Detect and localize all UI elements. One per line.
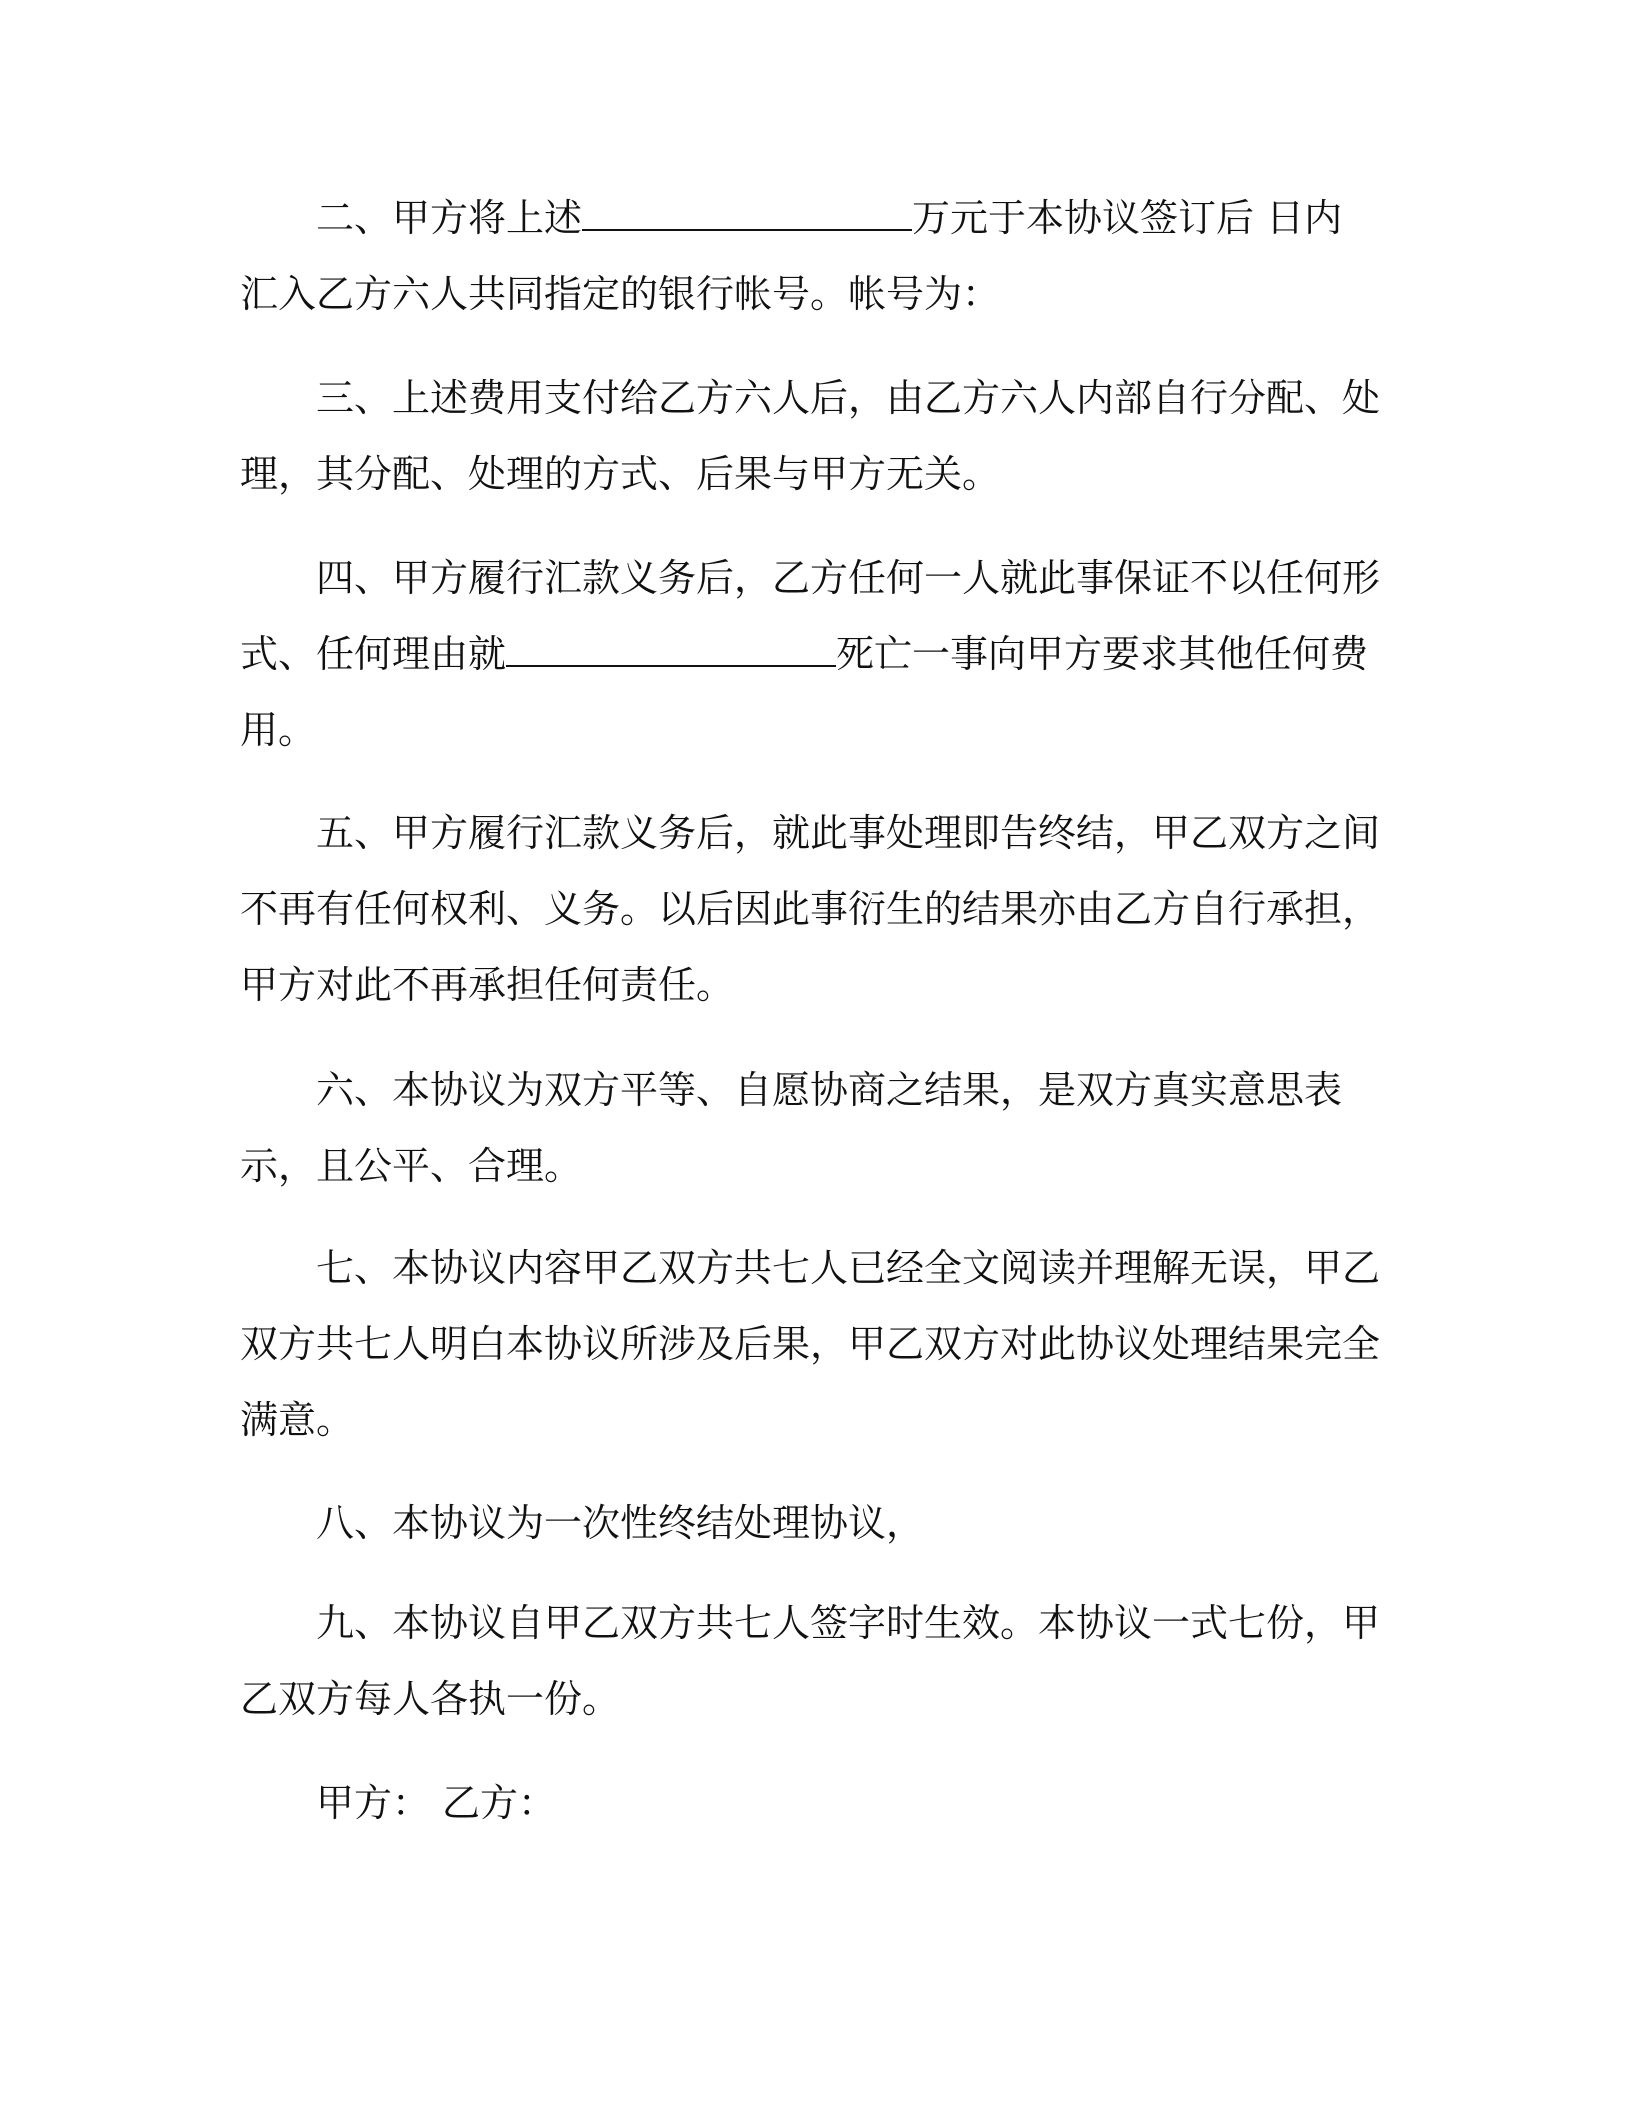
clause-5 bbox=[240, 795, 1380, 1023]
party-b-label: 乙方： bbox=[442, 1781, 557, 1825]
clause-7-text: 七、本协议内容甲乙双方共七人已经全文阅读并理解无误，甲乙双方共七人明白本协议所涉及后果，甲乙双方对此协议处理结果完全满意。 bbox=[240, 1246, 1381, 1442]
party-a-label: 甲方： bbox=[316, 1781, 431, 1825]
clause-8-text: 八、本协议为一次性终结处理协议， bbox=[316, 1501, 925, 1545]
clause-4-text-a: 四、甲方履行汇款义务后，乙方任何一人就此事保证不以任何形式、任何理由就 bbox=[240, 556, 1381, 676]
clause-4 bbox=[240, 540, 1380, 768]
amount-blank bbox=[582, 195, 912, 231]
clause-2-text-b: 万元于本协议签订后 日内汇入乙方六人共同指定的银行帐号。帐号为： bbox=[240, 196, 1343, 316]
clause-6-text: 六、本协议为双方平等、自愿协商之结果，是双方真实意思表示，且公平、合理。 bbox=[240, 1068, 1343, 1188]
clause-6 bbox=[240, 1052, 1380, 1204]
clause-8 bbox=[240, 1485, 1380, 1561]
clause-3 bbox=[240, 360, 1380, 512]
clause-5-text: 五、甲方履行汇款义务后，就此事处理即告终结，甲乙双方之间不再有任何权利、义务。以后因此事衍生的结果亦由乙方自行承担，甲方对此不再承担任何责任。 bbox=[240, 811, 1381, 1007]
signature-line bbox=[316, 1765, 568, 1841]
clause-4-text-b: 死亡一事向甲方要求其他任何费用。 bbox=[240, 632, 1369, 752]
clause-9 bbox=[240, 1585, 1380, 1737]
clause-2 bbox=[240, 180, 1380, 332]
clause-9-text: 九、本协议自甲乙双方共七人签字时生效。本协议一式七份，甲乙双方每人各执一份。 bbox=[240, 1601, 1381, 1721]
clause-3-text: 三、上述费用支付给乙方六人后，由乙方六人内部自行分配、处理，其分配、处理的方式、后果与甲方无关。 bbox=[240, 376, 1381, 496]
clause-2-text-a: 二、甲方将上述 bbox=[316, 196, 583, 240]
clause-7 bbox=[240, 1230, 1380, 1458]
name-blank bbox=[506, 631, 836, 667]
